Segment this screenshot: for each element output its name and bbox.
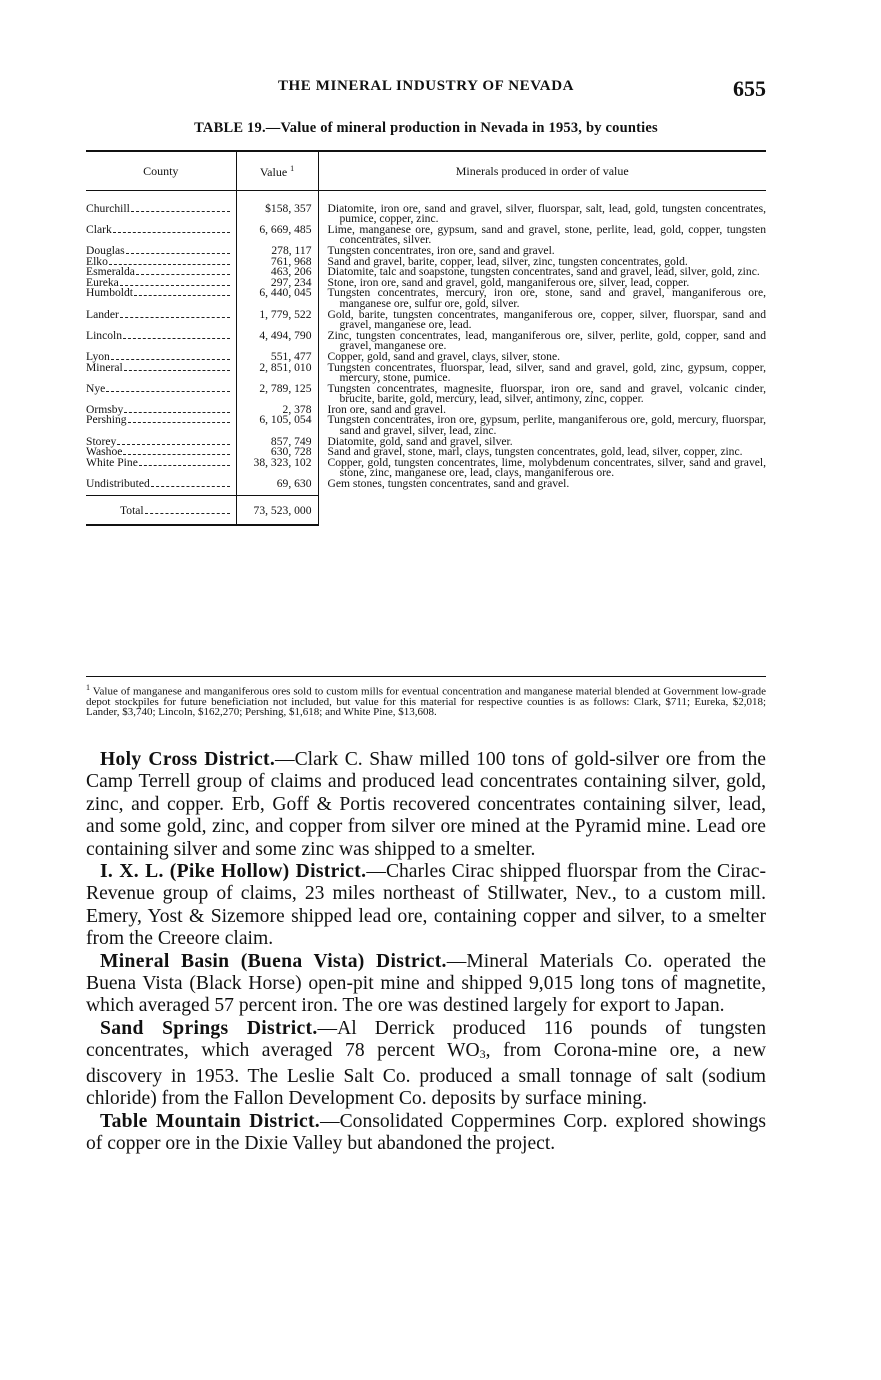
minerals-list: Diatomite, talc and soapstone, tungsten concentrates, sand and gravel, lead, silver, gold, zinc. xyxy=(327,265,760,279)
county-name: Esmeralda xyxy=(86,265,135,279)
cell-value: 630, 728 xyxy=(236,447,318,458)
running-title: THE MINERAL INDUSTRY OF NEVADA xyxy=(277,78,575,94)
cell-value: 6, 105, 054 xyxy=(236,415,318,436)
county-name: Storey xyxy=(86,434,117,448)
cell-minerals xyxy=(318,415,766,436)
cell-total-value: 73, 523, 000 xyxy=(236,495,318,525)
minerals-list: Gold, barite, tungsten concentrates, manganiferous ore, copper, silver, fluorspar, sand and gravel, manganese ore, lead. xyxy=(327,307,766,332)
header-value-footnote-mark: 1 xyxy=(290,164,295,173)
county-leader xyxy=(86,222,230,236)
cell-county xyxy=(86,381,236,405)
paragraph-text: —Mineral Materials Co. operated the Buena Vista (Black Horse) open-pit mine and shipped 9,015 long tons of magnetite, which averaged 57 percent iron. The ore was destined largely for export to Japan. xyxy=(86,950,766,1017)
cell-value: 297, 234 xyxy=(236,278,318,289)
minerals-list: Diatomite, gold, sand and gravel, silver. xyxy=(327,434,513,448)
cell-county xyxy=(86,307,236,331)
cell-value: 2, 851, 010 xyxy=(236,363,318,384)
minerals-list: Sand and gravel, barite, copper, lead, silver, zinc, tungsten concentrates, gold. xyxy=(327,254,688,268)
county-name: Lander xyxy=(86,307,119,321)
cell-value: 4, 494, 790 xyxy=(236,331,318,352)
county-name: Lyon xyxy=(86,349,110,363)
table-row xyxy=(86,190,766,225)
dot-leader xyxy=(106,390,229,392)
minerals-list: Tungsten concentrates, magnesite, fluorspar, iron ore, sand and gravel, volcanic cinder, brucite, barite, gold, mercury, lead, silver, antimony, zinc, copper. xyxy=(327,381,766,406)
cell-value: 551, 477 xyxy=(236,352,318,363)
cell-value: 761, 968 xyxy=(236,257,318,268)
cell-value: 278, 117 xyxy=(236,246,318,257)
minerals-list: Tungsten concentrates, iron ore, sand and gravel. xyxy=(327,243,555,257)
dot-leader xyxy=(123,453,229,455)
minerals-list: Stone, iron ore, sand and gravel, gold, manganiferous ore, silver, lead, copper. xyxy=(327,275,690,289)
header-value xyxy=(236,151,318,190)
table-row xyxy=(86,458,766,479)
cell-county xyxy=(86,455,236,479)
table-row xyxy=(86,415,766,436)
county-name: Ormsby xyxy=(86,402,124,416)
paragraph-heading: Holy Cross District. xyxy=(100,749,276,770)
dot-leader xyxy=(120,316,230,318)
mineral-production-table-wrap xyxy=(86,150,766,526)
table-caption: TABLE 19.—Value of mineral production in Nevada in 1953, by counties xyxy=(194,120,658,136)
header-county: County xyxy=(86,151,236,190)
table-row xyxy=(86,479,766,490)
page-number: 655 xyxy=(733,76,766,101)
county-leader xyxy=(86,328,230,342)
cell-county xyxy=(86,360,236,384)
footnote-mark: 1 xyxy=(86,683,90,692)
county-name: Churchill xyxy=(86,201,130,215)
cell-value: 463, 206 xyxy=(236,267,318,278)
cell-county xyxy=(86,479,236,490)
cell-value: 38, 323, 102 xyxy=(236,458,318,479)
cell-minerals xyxy=(318,288,766,309)
dot-leader xyxy=(134,294,229,296)
county-name: Undistributed xyxy=(86,477,150,491)
cell-minerals xyxy=(318,307,766,332)
dot-leader xyxy=(136,273,230,275)
county-name: Pershing xyxy=(86,413,127,427)
total-leader xyxy=(86,503,230,517)
minerals-list: Iron ore, sand and gravel. xyxy=(327,402,446,416)
table-header-row xyxy=(86,151,766,190)
paragraph-heading: Mineral Basin (Buena Vista) District. xyxy=(100,950,447,972)
paragraph-mineral-basin xyxy=(86,951,766,1018)
cell-value: 2, 378 xyxy=(236,405,318,416)
cell-value: 2, 789, 125 xyxy=(236,384,318,405)
cell-county xyxy=(86,243,236,257)
dot-leader xyxy=(126,252,230,254)
running-head xyxy=(86,76,766,102)
paragraph-heading: Sand Springs District. xyxy=(100,1017,318,1039)
minerals-list: Gem stones, tungsten concentrates, sand and gravel. xyxy=(327,477,570,491)
body-text xyxy=(86,749,766,1155)
county-leader xyxy=(86,381,230,395)
dot-leader xyxy=(111,358,230,360)
minerals-list: Tungsten concentrates, fluorspar, lead, silver, sand and gravel, gold, zinc, gypsum, copper, mercury, stone, pumice. xyxy=(327,360,766,385)
cell-minerals xyxy=(318,479,766,490)
cell-value: 857, 749 xyxy=(236,437,318,448)
cell-value: 69, 630 xyxy=(236,479,318,490)
mineral-production-table xyxy=(86,150,766,526)
county-name: Nye xyxy=(86,381,106,395)
table-footnote xyxy=(86,676,766,718)
paragraph-text: —Charles Cirac shipped fluorspar from the Cirac-Revenue group of claims, 23 miles northeast of Stillwater, Nev., to a custom mill. Emery, Yost & Sizemore shipped lead ore, containing copper and silver, to a smelter from the Creeore claim. xyxy=(86,861,766,950)
total-label: Total xyxy=(120,503,144,517)
table-row xyxy=(86,363,766,384)
cell-value: 6, 440, 045 xyxy=(236,288,318,309)
minerals-list: Lime, manganese ore, gypsum, sand and gravel, stone, perlite, lead, gold, copper, tungsten concentrates, silver. xyxy=(327,222,766,247)
cell-county xyxy=(86,328,236,352)
minerals-list: Sand and gravel, stone, marl, clays, tungsten concentrates, gold, lead, silver, copper, zinc. xyxy=(327,445,743,459)
table-row xyxy=(86,384,766,405)
minerals-list: Zinc, tungsten concentrates, lead, manganiferous ore, silver, perlite, gold, copper, sand and gravel, manganese ore. xyxy=(327,328,766,353)
county-leader xyxy=(86,307,230,321)
table-row xyxy=(86,225,766,246)
cell-minerals xyxy=(318,328,766,353)
cell-county xyxy=(86,222,236,246)
header-minerals: Minerals produced in order of value xyxy=(318,151,766,190)
dot-leader xyxy=(124,411,229,413)
minerals-list: Tungsten concentrates, mercury, iron ore, stone, sand and gravel, manganiferous ore, manganese ore, sulfur ore, gold, silver. xyxy=(327,286,766,310)
cell-minerals xyxy=(318,381,766,406)
county-name: Douglas xyxy=(86,243,125,257)
cell-total-empty xyxy=(318,495,766,525)
minerals-list: Copper, gold, sand and gravel, clays, silver, stone. xyxy=(327,349,561,363)
county-name: Washoe xyxy=(86,445,123,459)
table-row xyxy=(86,310,766,331)
paragraph-holy-cross xyxy=(86,749,766,861)
paragraph-text: —Consolidated Coppermines Corp. explored showings of copper ore in the Dixie Valley but abandoned the project. xyxy=(86,1110,766,1154)
dot-leader xyxy=(124,369,230,371)
county-leader xyxy=(86,360,230,374)
dot-leader xyxy=(123,337,229,339)
header-value-label: Value xyxy=(259,165,288,179)
minerals-list: Diatomite, iron ore, sand and gravel, silver, fluorspar, salt, lead, gold, tungsten concentrates, pumice, copper, zinc. xyxy=(327,201,766,226)
paragraph-heading: Table Mountain District. xyxy=(100,1110,320,1132)
county-leader xyxy=(86,288,230,299)
paragraph-sand-springs xyxy=(86,1018,766,1111)
table-body xyxy=(86,190,766,525)
cell-county xyxy=(86,288,236,309)
county-leader xyxy=(86,455,230,469)
dot-leader xyxy=(120,284,230,286)
minerals-list: Copper, gold, tungsten concentrates, lime, molybdenum concentrates, silver, sand and gravel, stone, zinc, manganese ore, lead, clays, manganiferous ore. xyxy=(327,455,766,480)
county-leader xyxy=(86,415,230,426)
dot-leader xyxy=(145,512,230,514)
county-name: Lincoln xyxy=(86,328,123,342)
dot-leader xyxy=(117,443,229,445)
minerals-list: Tungsten concentrates, iron ore, gypsum, perlite, manganiferous ore, gold, mercury, fluorspar, sand and gravel, silver, lead, zinc. xyxy=(327,413,766,438)
county-name: Elko xyxy=(86,254,108,268)
cell-value: 1, 779, 522 xyxy=(236,310,318,331)
cell-minerals xyxy=(318,455,766,480)
cell-value: 6, 669, 485 xyxy=(236,225,318,246)
cell-total-label xyxy=(86,495,236,525)
paragraph-text-before: —Al Derrick produced 116 pounds of tungsten concentrates, which averaged 78 percent WO xyxy=(86,1017,766,1062)
cell-county xyxy=(86,190,236,225)
cell-minerals xyxy=(318,360,766,385)
county-name: Mineral xyxy=(86,360,123,374)
table-row xyxy=(86,288,766,309)
footnote-text: Value of manganese and manganiferous ores sold to custom mills for eventual concentration and manganese material blended at Government low-grade depot stockpiles for future beneficiation not included, but value for this material for respective counties is as follows: Clark, $711; Eureka, $2,018; Lander, $3,740; Lincoln, $162,270; Pershing, $1,618; and White Pine, $13,608. xyxy=(86,685,766,719)
dot-leader xyxy=(113,231,230,233)
dot-leader xyxy=(139,464,230,466)
cell-minerals xyxy=(318,222,766,247)
paragraph-ixl xyxy=(86,861,766,951)
dot-leader xyxy=(128,421,230,423)
county-name: Humboldt xyxy=(86,286,134,300)
dot-leader xyxy=(151,485,230,487)
dot-leader xyxy=(131,210,230,212)
county-name: Clark xyxy=(86,222,112,236)
total-row xyxy=(86,495,766,525)
table-row xyxy=(86,331,766,352)
paragraph-text-after: , from Corona-mine ore, a new discovery in 1953. The Leslie Salt Co. produced a small tonnage of salt (sodium chloride) from the Fallon Development Co. deposits by surface mining. xyxy=(86,1040,766,1110)
county-name: White Pine xyxy=(86,455,138,469)
cell-county xyxy=(86,415,236,436)
paragraph-table-mountain xyxy=(86,1111,766,1156)
paragraph-text: —Clark C. Shaw milled 100 tons of gold-silver ore from the Camp Terrell group of claims and produced lead concentrates containing silver, gold, zinc, and copper. Erb, Goff & Portis recovered concentrates containing silver, lead, and some gold, zinc, and copper from silver ore mined at the Pyramid mine. Lead ore containing silver and some zinc was shipped to a smelter. xyxy=(86,749,766,860)
county-leader xyxy=(86,201,230,215)
paragraph-heading: I. X. L. (Pike Hollow) District. xyxy=(100,861,367,883)
county-name: Eureka xyxy=(86,275,119,289)
subscript-3: 3 xyxy=(479,1047,486,1062)
cell-value: $158, 357 xyxy=(236,190,318,225)
cell-minerals xyxy=(318,190,766,225)
county-leader xyxy=(86,479,230,490)
